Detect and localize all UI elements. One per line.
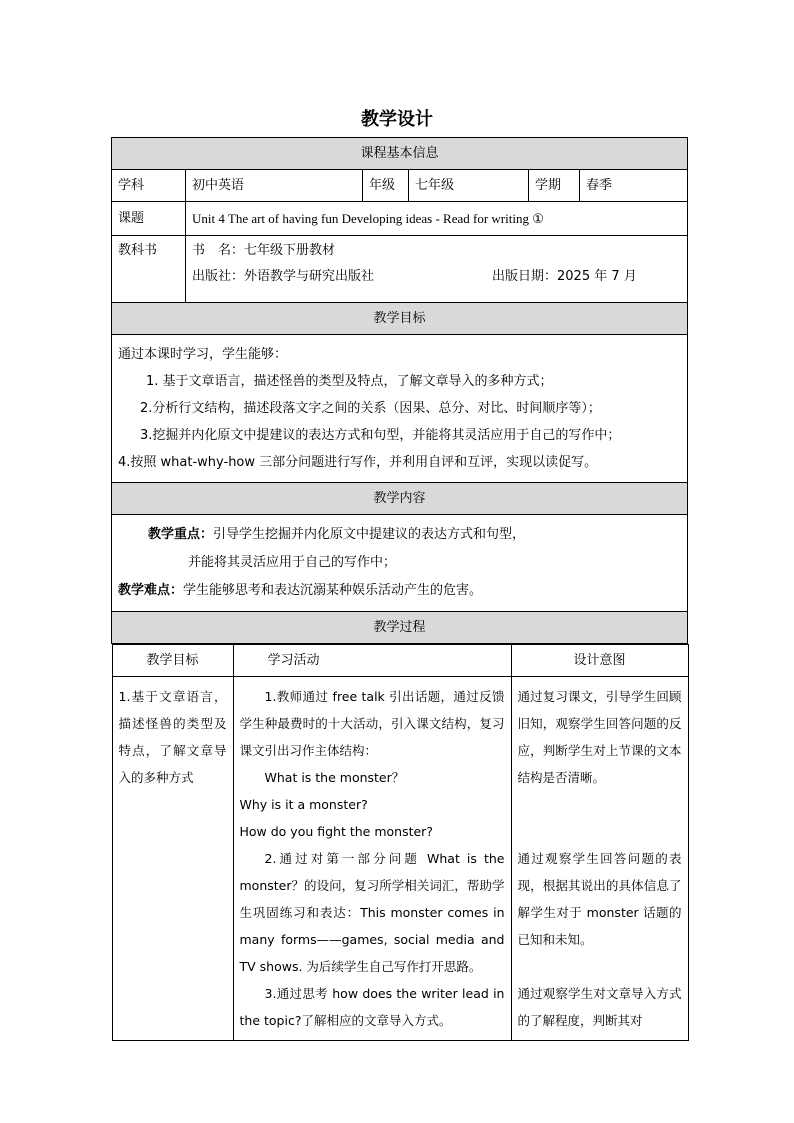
textbook-label: 教科书 bbox=[112, 236, 186, 303]
activity-2: 2.通过对第一部分问题 What is the monster？的设问，复习所学相关词汇，帮助学生巩固练习和表达：This monster comes in many forms——games, social media and TV shows. 为后续学生自己写作打开思路。 bbox=[239, 851, 505, 974]
subject-label: 学科 bbox=[112, 170, 186, 202]
difficulty-label: 教学难点： bbox=[118, 583, 184, 598]
content-body bbox=[112, 515, 688, 612]
activity-question-2: Why is it a monster? bbox=[239, 797, 368, 812]
grade-label: 年级 bbox=[363, 170, 409, 202]
activity-question-1: What is the monster？ bbox=[264, 770, 405, 785]
objectives-intro: 通过本课时学习，学生能够： bbox=[118, 347, 288, 362]
textbook-info bbox=[186, 236, 688, 303]
process-activity-cell bbox=[233, 677, 511, 1041]
book-name: 书 名：七年级下册教材 bbox=[192, 243, 336, 258]
process-goal-cell: 1.基于文章语言，描述怪兽的类型及特点，了解文章导入的多种方式 bbox=[112, 677, 233, 1041]
page-title: 教学设计 bbox=[361, 109, 433, 130]
term-label: 学期 bbox=[529, 170, 580, 202]
key-point-text-cont: 并能将其灵活应用于自己的写作中； bbox=[188, 555, 397, 570]
publisher: 出版社：外语教学与研究出版社 bbox=[192, 268, 375, 284]
intent-3: 通过观察学生对文章导入方式的了解程度，判断其对 bbox=[517, 986, 682, 1028]
process-table bbox=[112, 644, 689, 1041]
term-value: 春季 bbox=[580, 170, 688, 202]
activity-1: 1.教师通过 free talk 引出话题，通过反馈学生种最费时的十大活动，引入课文结构，复习课文引出习作主体结构： bbox=[239, 689, 505, 758]
objectives-body bbox=[112, 335, 688, 483]
key-point-label: 教学重点： bbox=[148, 527, 214, 542]
activity-question-3: How do you fight the monster? bbox=[239, 824, 433, 839]
topic-label: 课题 bbox=[112, 202, 186, 236]
topic-value: Unit 4 The art of having fun Developing ideas - Read for writing ① bbox=[186, 202, 688, 236]
section-basic-info-header: 课程基本信息 bbox=[112, 138, 688, 170]
intent-2: 通过观察学生回答问题的表现，根据其说出的具体信息了解学生对于 monster 话题的已知和未知。 bbox=[517, 851, 682, 947]
lesson-plan-table bbox=[111, 137, 688, 1041]
difficulty-text: 学生能够思考和表达沉溺某种娱乐活动产生的危害。 bbox=[183, 583, 483, 598]
publisher-row bbox=[192, 268, 681, 286]
key-point-text: 引导学生挖掘并内化原文中提建议的表达方式和句型， bbox=[213, 527, 526, 542]
grade-value: 七年级 bbox=[409, 170, 529, 202]
process-col-intent: 设计意图 bbox=[511, 645, 688, 677]
activity-3: 3.通过思考 how does the writer lead in the topic?了解相应的文章导入方式。 bbox=[239, 986, 505, 1028]
section-process-header: 教学过程 bbox=[112, 612, 688, 644]
process-col-activity: 学习活动 bbox=[233, 645, 511, 677]
objective-item-3: 3.挖掘并内化原文中提建议的表达方式和句型，并能将其灵活应用于自己的写作中； bbox=[140, 428, 621, 443]
process-intent-cell bbox=[511, 677, 688, 1041]
objective-item-4: 4.按照 what-why-how 三部分问题进行写作，并利用自评和互评，实现以读促写。 bbox=[118, 455, 598, 470]
process-col-goal: 教学目标 bbox=[112, 645, 233, 677]
section-objectives-header: 教学目标 bbox=[112, 303, 688, 335]
publish-date: 出版日期：2025 年 7 月 bbox=[492, 268, 637, 284]
objective-item-1: 1. 基于文章语言，描述怪兽的类型及特点，了解文章导入的多种方式； bbox=[146, 374, 553, 389]
intent-1: 通过复习课文，引导学生回顾旧知，观察学生回答问题的反应，判断学生对上节课的文本结构是否清晰。 bbox=[517, 689, 682, 785]
section-content-header: 教学内容 bbox=[112, 483, 688, 515]
objective-item-2: 2.分析行文结构，描述段落文字之间的关系（因果、总分、对比、时间顺序等）； bbox=[140, 401, 601, 416]
subject-value: 初中英语 bbox=[186, 170, 363, 202]
